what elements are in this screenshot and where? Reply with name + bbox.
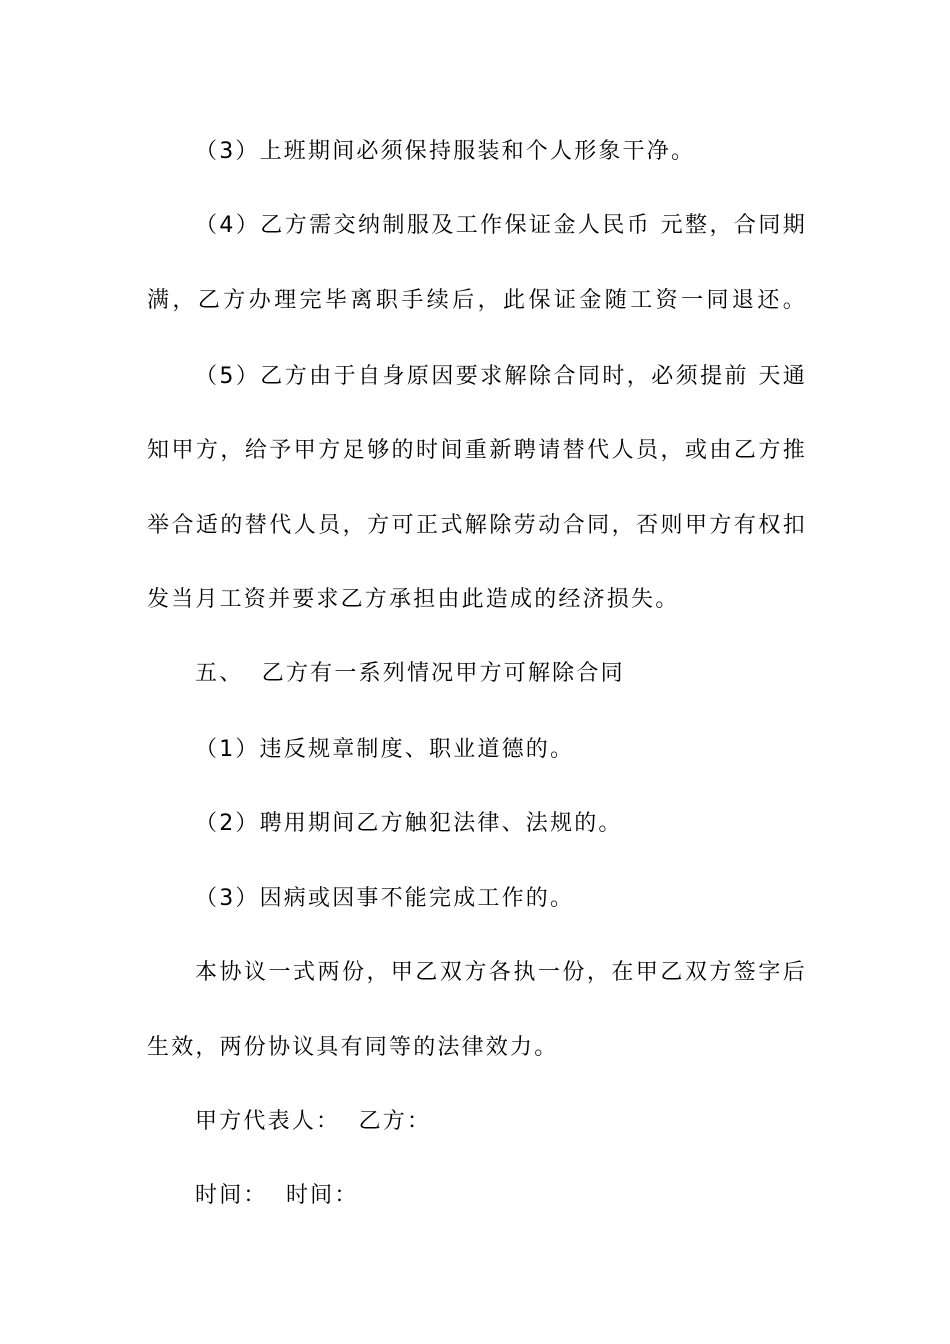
- clause-4-5-line-3: 举合适的替代人员，方可正式解除劳动合同，否则甲方有权扣: [147, 513, 807, 538]
- clause-4-3: （3）上班期间必须保持服装和个人形象干净。: [195, 139, 696, 164]
- clause-4-4-line-1: （4）乙方需交纳制服及工作保证金人民币 元整，合同期: [195, 213, 807, 238]
- agreement-copies-line-1: 本协议一式两份，甲乙双方各执一份，在甲乙双方签字后: [195, 960, 807, 985]
- signature-parties: 甲方代表人： 乙方：: [195, 1109, 432, 1134]
- signature-dates: 时间： 时间：: [195, 1183, 359, 1208]
- section-5-heading: 五、 乙方有一系列情况甲方可解除合同: [195, 661, 625, 686]
- clause-5-2: （2）聘用期间乙方触犯法律、法规的。: [195, 811, 623, 836]
- clause-4-4-line-2: 满，乙方办理完毕离职手续后，此保证金随工资一同退还。: [147, 288, 807, 313]
- clause-5-1: （1）违反规章制度、职业道德的。: [195, 737, 575, 762]
- clause-4-5-line-2: 知甲方，给予甲方足够的时间重新聘请替代人员，或由乙方推: [147, 438, 807, 463]
- agreement-copies-line-2: 生效，两份协议具有同等的法律效力。: [147, 1035, 559, 1060]
- clause-4-5-line-1: （5）乙方由于自身原因要求解除合同时，必须提前 天通: [195, 364, 807, 389]
- clause-5-3: （3）因病或因事不能完成工作的。: [195, 886, 575, 911]
- clause-4-5-line-4: 发当月工资并要求乙方承担由此造成的经济损失。: [147, 587, 680, 612]
